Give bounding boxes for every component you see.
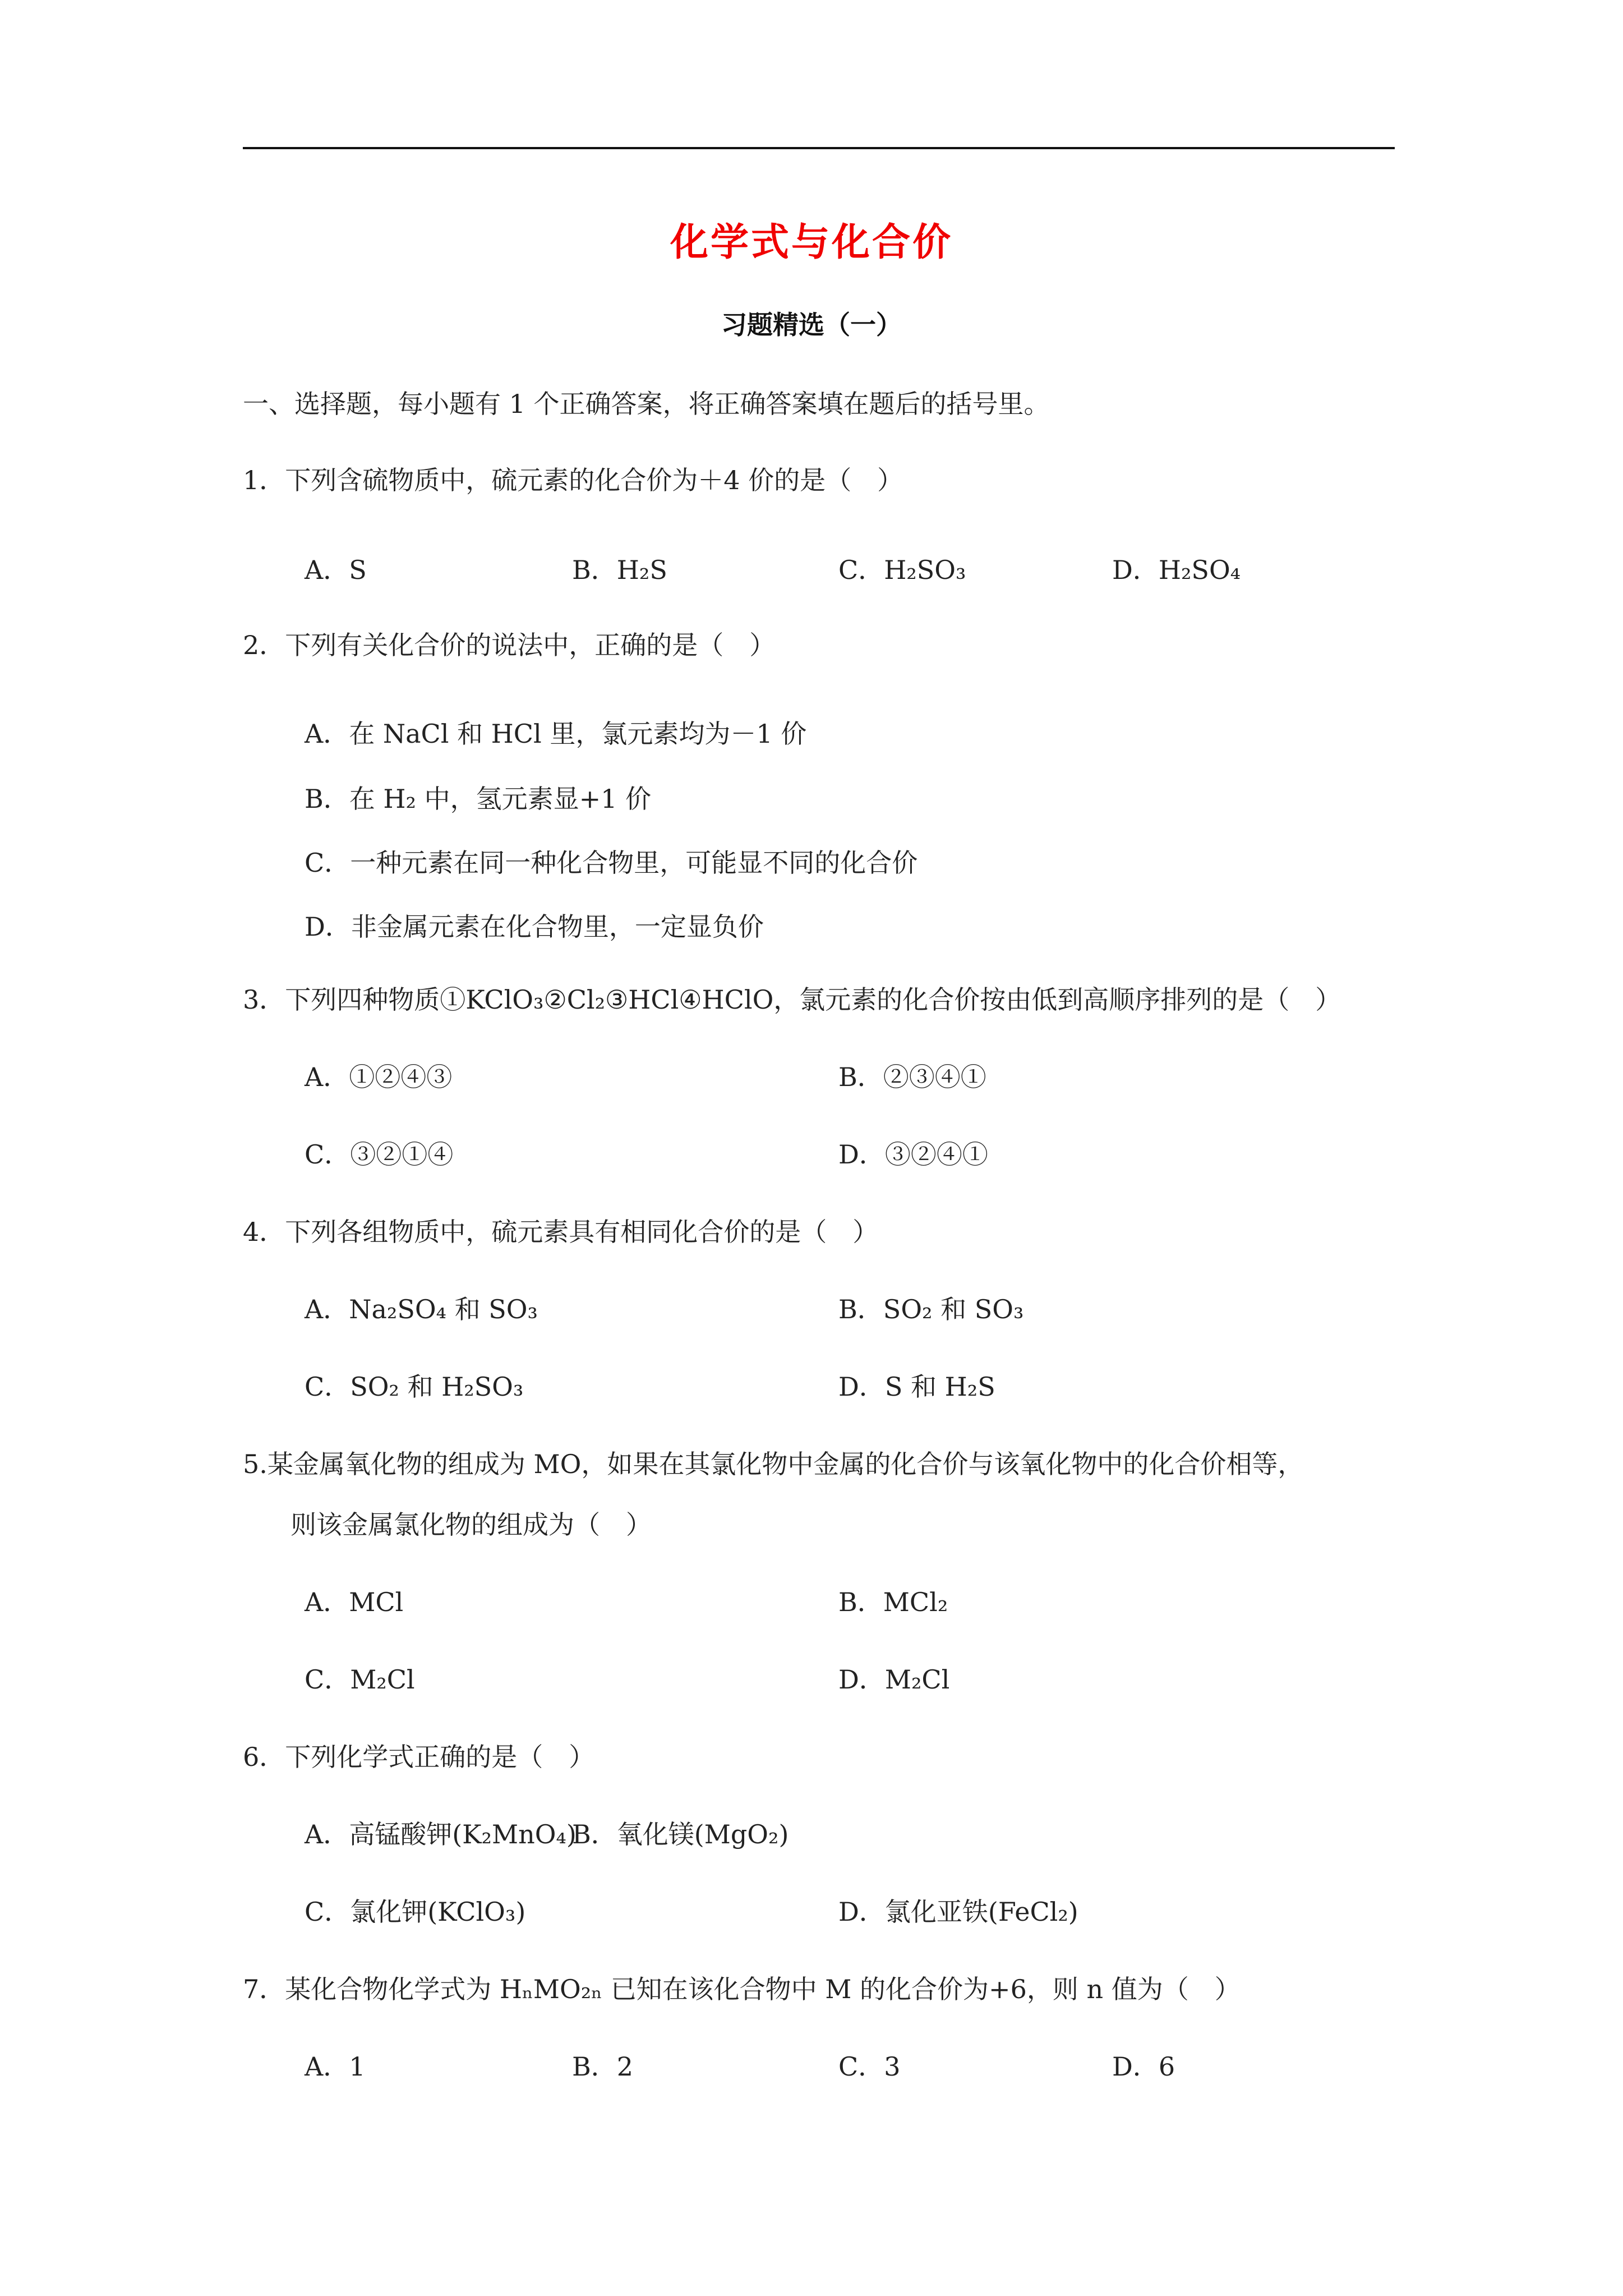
page-subtitle: 习题精选（一） — [721, 310, 902, 340]
question-1-option-d: D．H₂SO₄ — [1112, 555, 1241, 585]
question-4-option-d: D．S 和 H₂S — [838, 1372, 995, 1402]
question-6-stem: 6．下列化学式正确的是（ ） — [243, 1742, 595, 1772]
question-7-option-b: B．2 — [572, 2051, 634, 2082]
question-6-option-c: C．氯化钾(KClO₃) — [305, 1897, 526, 1927]
question-1-stem: 1．下列含硫物质中，硫元素的化合价为＋4 价的是（ ） — [243, 465, 903, 495]
question-1-option-a: A．S — [305, 555, 367, 585]
question-5-option-d: D．M₂Cl — [838, 1664, 950, 1695]
question-7-option-a: A．1 — [305, 2051, 366, 2082]
question-3-option-d: D．③②④① — [838, 1139, 988, 1170]
question-3-stem: 3．下列四种物质①KClO₃②Cl₂③HCl④HClO，氯元素的化合价按由低到高顺序排列的是（ ） — [243, 984, 1341, 1015]
page-title: 化学式与化合价 — [670, 220, 953, 265]
question-3-option-c: C．③②①④ — [305, 1139, 454, 1170]
question-7-stem: 7．某化合物化学式为 HₙMO₂ₙ 已知在该化合物中 M 的化合价为+6，则 n 值为（ ） — [243, 1974, 1241, 2004]
question-6-option-d: D．氯化亚铁(FeCl₂) — [838, 1897, 1078, 1927]
question-4-stem: 4．下列各组物质中，硫元素具有相同化合价的是（ ） — [243, 1217, 879, 1247]
question-4-option-b: B．SO₂ 和 SO₃ — [838, 1294, 1024, 1324]
question-5-stem-continued: 则该金属氯化物的组成为（ ） — [291, 1510, 652, 1540]
section-instruction: 一、选择题，每小题有 1 个正确答案，将正确答案填在题后的括号里。 — [243, 389, 1050, 419]
question-2-option-c: C．一种元素在同一种化合物里，可能显不同的化合价 — [305, 848, 918, 878]
question-1-option-c: C．H₂SO₃ — [838, 555, 966, 585]
question-6-option-b: B．氧化镁(MgO₂) — [572, 1819, 789, 1849]
question-1-option-b: B．H₂S — [572, 555, 667, 585]
question-5-option-b: B．MCl₂ — [838, 1587, 948, 1617]
question-2-option-d: D．非金属元素在化合物里，一定显负价 — [305, 912, 764, 942]
question-2-option-a: A．在 NaCl 和 HCl 里，氯元素均为－1 价 — [305, 719, 807, 749]
question-2-option-b: B．在 H₂ 中，氢元素显+1 价 — [305, 784, 652, 814]
question-5-stem: 5.某金属氧化物的组成为 MO，如果在其氯化物中金属的化合价与该氧化物中的化合价相等， — [243, 1449, 1304, 1479]
question-5-option-a: A．MCl — [305, 1587, 404, 1617]
question-4-option-a: A．Na₂SO₄ 和 SO₃ — [305, 1294, 538, 1324]
question-7-option-d: D．6 — [1112, 2051, 1175, 2082]
question-5-option-c: C．M₂Cl — [305, 1664, 415, 1695]
question-3-option-b: B．②③④① — [838, 1062, 986, 1092]
question-6-option-a: A．高锰酸钾(K₂MnO₄) — [305, 1819, 577, 1849]
header-rule — [243, 147, 1395, 149]
question-3-option-a: A．①②④③ — [305, 1062, 453, 1092]
question-7-option-c: C．3 — [838, 2051, 901, 2082]
question-4-option-c: C．SO₂ 和 H₂SO₃ — [305, 1372, 524, 1402]
question-2-stem: 2．下列有关化合价的说法中，正确的是（ ） — [243, 630, 776, 660]
